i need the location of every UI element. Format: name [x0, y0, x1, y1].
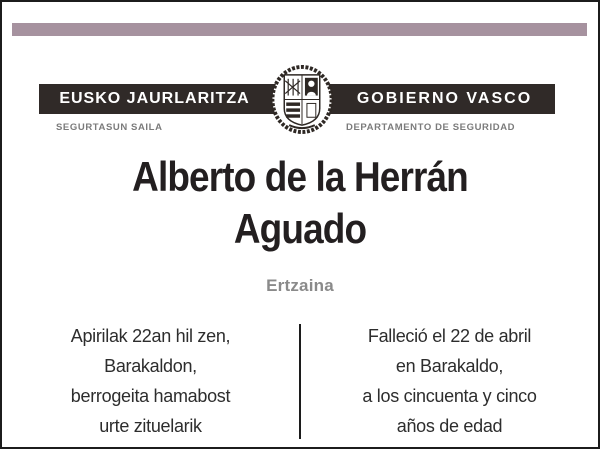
department-label-basque: SEGURTASUN SAILA: [56, 122, 163, 133]
notice-text-basque: [2, 318, 299, 449]
deceased-name-line1: Alberto de la Herrán: [132, 153, 468, 200]
basque-line: berrogeita hamabost: [70, 386, 231, 406]
deceased-role: Ertzaina: [266, 276, 334, 295]
spanish-line: en Barakaldo,: [395, 356, 504, 376]
basque-line: Apirilak 22an hil zen,: [70, 326, 231, 346]
deceased-name: [38, 151, 562, 255]
spanish-line: Falleció el 22 de abril: [367, 326, 532, 346]
notice-columns: [2, 318, 598, 449]
basque-line: urte zituelarik: [99, 416, 202, 436]
basque-line: Barakaldon,: [104, 356, 197, 376]
spanish-line: a los cincuenta y cinco: [362, 386, 537, 406]
banner-title-basque: EUSKO JAURLARITZA: [59, 90, 250, 107]
notice-text-spanish: [301, 318, 598, 449]
top-accent-bar: [12, 23, 587, 36]
deceased-name-line2: Aguado: [233, 205, 367, 252]
basque-coat-of-arms-icon: [269, 64, 335, 135]
banner-title-spanish: GOBIERNO VASCO: [356, 90, 533, 107]
department-label-spanish: DEPARTAMENTO DE SEGURIDAD: [346, 122, 516, 133]
spanish-line: años de edad: [396, 416, 503, 436]
